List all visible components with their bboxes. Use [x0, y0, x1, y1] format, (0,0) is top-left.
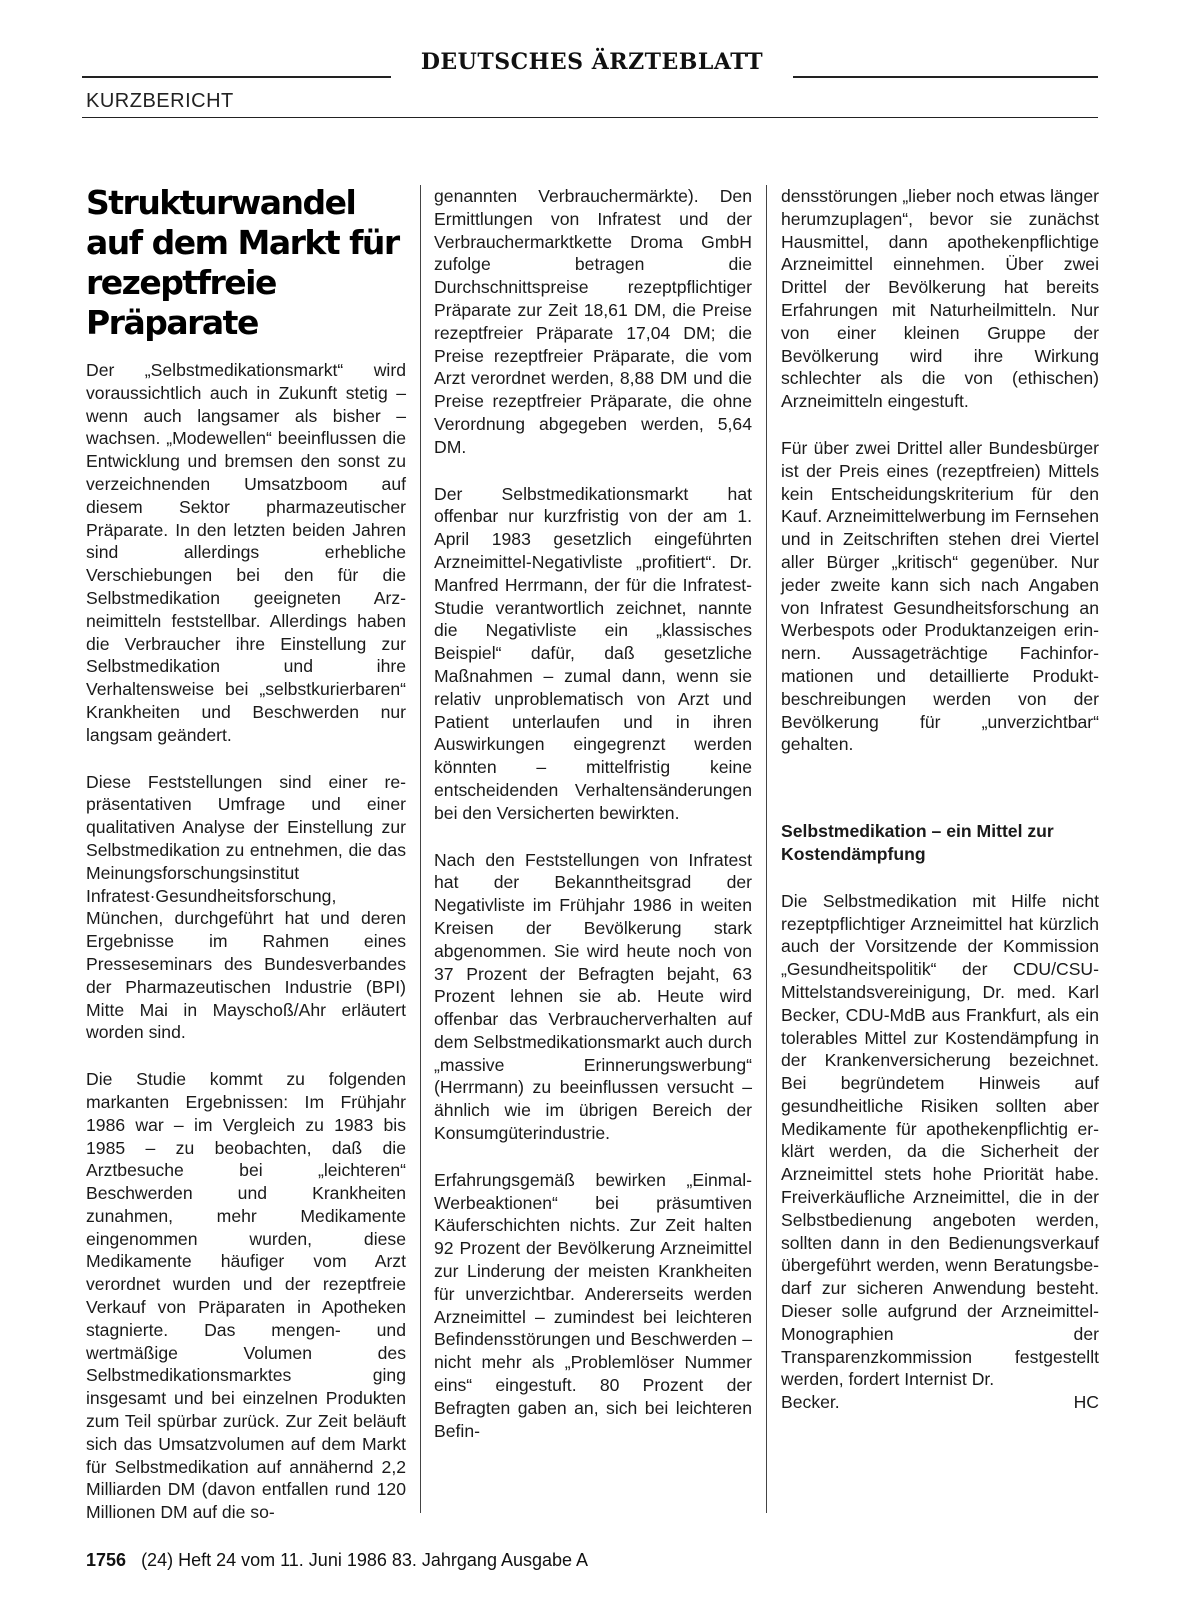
page-footer — [86, 1550, 588, 1571]
paragraph: Nach den Feststellungen von Infratest hat der Bekanntheitsgrad der Negativliste im Frühjahr 1986 in weiten Kreisen der Bevölkerung stark abgenommen. Sie wird heute noch von 37 Prozent der Befragten bejaht, 63 Prozent lehnen sie ab. Heute wird offenbar das Verbraucherverhalten auf dem Selbstmedikationsmarkt auch durch „massive Erinnerungswerbung“ (Herrmann) zu beeinflussen versucht – ähnlich wie im übrigen Bereich der Konsumgüterindustrie. — [434, 849, 752, 1144]
article-column-3 — [781, 185, 1099, 1438]
paragraph: Die Studie kommt zu folgenden markanten Ergebnissen: Im Frühjahr 1986 war – im Vergleich zu 1983 bis 1985 – zu beobachten, daß die Arztbesuche bei „leichteren“ Beschwerden und Krankheiten zunahmen, mehr Medikamente eingenommen wurden, diese Medikamente häufiger vom Arzt verordnet wurden und der rezeptfreie Verkauf von Präparaten in Apotheken stagnierte. Das mengen- und wertmäßige Volumen des Selbstmedikationsmarktes ging insgesamt und bei einzelnen Produkten zum Teil spürbar zurück. Zur Zeit beläuft sich das Umsatzvolumen auf dem Markt für Selbstmedikation auf annähernd 2,2 Milliarden DM (davon entfallen rund 120 Millionen DM auf die so- — [86, 1069, 406, 1523]
subheading: Selbstmedikation – ein Mittel zur Kostendämpfung — [781, 821, 1054, 864]
paragraph: Erfahrungsgemäß bewirken „Einmal-Werbeaktionen“ bei präsumtiven Käuferschichten nichts. Zur Zeit halten 92 Prozent der Bevölkerung Arzneimittel zur Linderung der meisten Krankheiten für unverzichtbar. Andererseits werden Arzneimittel – zumindest bei leichteren Befindensstörungen und Beschwerden – nicht mehr als „Problemlöser Nummer eins“ eingestuft. 80 Prozent der Befragten gaben an, sich bei leichteren Befin- — [434, 1169, 752, 1441]
article-column-2 — [434, 185, 752, 1466]
column-divider — [420, 185, 421, 1513]
paragraph: genannten Verbrauchermärkte). Den Ermittlungen von Infratest und der Verbrauchermarktkette Droma GmbH zufolge betragen die Durchschnittspreise rezeptpflichtiger Präparate zur Zeit 18,61 DM, die Preise rezeptfreier Präparate 17,04 DM; die Preise rezeptfreier Präparate, die vom Arzt verordnet werden, 8,88 DM und die Preise rezeptfreier Präparate, die ohne Verordnung abgegeben werden, 5,64 DM. — [434, 186, 752, 457]
paragraph: densstörungen „lieber noch etwas länger herumzuplagen“, bevor sie zunächst Hausmittel, dann apothekenpflichtige Arzneimittel einnehmen. Über zwei Drittel der Bevölkerung hat bereits Erfahrungen mit Naturheilmitteln. Nur von einer kleinen Gruppe der Bevölkerung wird ihre Wirkung schlechter als die von (ethischen) Arzneimitteln eingestuft. — [781, 186, 1099, 412]
paragraph: Der „Selbstmedikationsmarkt“ wird voraussichtlich auch in Zukunft stetig – wenn auch langsamer als bisher – wachsen. „Modewellen“ beeinflussen die Entwicklung und bremsen den sonst zu verzeichnenden Umsatzboom auf diesem Sektor pharmazeutischer Präparate. In den letzten beiden Jahren sind allerdings erhebliche Verschiebungen bei den für die Selbstmedikation geeigneten Arzneimitteln feststellbar. Allerdings haben die Verbraucher ihre Einstellung zur Selbstmedikation und ihre Verhaltensweise bei „selbstkurierbaren“ Krankheiten und Beschwerden nur langsam geändert. — [86, 360, 406, 745]
section-rule — [82, 117, 1098, 118]
article-headline: Strukturwandel auf dem Markt für rezeptfreie Präparate — [86, 183, 399, 342]
section-label: KURZBERICHT — [86, 90, 234, 112]
paragraph: Der Selbstmedikationsmarkt hat offenbar nur kurzfristig von der am 1. April 1983 gesetzlich eingeführten Arzneimittel-Negativliste „profitiert“. Dr. Manfred Herrmann, der für die Infratest-Studie verantwortlich zeichnet, nannte die Negativliste ein „klassisches Beispiel“ dafür, daß gesetzliche Maßnahmen – zumal dann, wenn sie relativ unproblematisch von Arzt und Patient unterlaufen und in ihren Auswirkungen eingegrenzt werden könnten – mittelfristig keine entscheidenden Verhaltensänderungen bei den Versicherten bewirkten. — [434, 483, 752, 823]
column-divider — [766, 185, 767, 1513]
article-column-1 — [86, 185, 406, 1548]
issue-info: (24) Heft 24 vom 11. Juni 1986 83. Jahrgang Ausgabe A — [141, 1550, 589, 1570]
masthead — [82, 48, 1098, 78]
paragraph: Diese Feststellungen sind einer repräsentativen Umfrage und einer qualitativen Analyse der Einstellung zur Selbstmedikation zu entnehmen, die das Meinungsforschungsinstitut Infratest·Gesundheitsforschung, München, durchgeführt hat und deren Ergebnisse im Rahmen eines Presseseminars des Bundesverbandes der Pharmazeutischen Industrie (BPI) Mitte Mai in Mayschoß/Ahr erläutert worden sind. — [86, 771, 406, 1043]
paragraph: Für über zwei Drittel aller Bundesbürger ist der Preis eines (rezeptfreien) Mittels kein Entscheidungskriterium für den Kauf. Arzneimittelwerbung im Fernsehen und in Zeitschriften stehen drei Viertel aller Bürger „kritisch“ gegenüber. Nur jeder zweite kann sich nach Angaben von Infratest Gesundheitsforschung an Werbespots oder Produktanzeigen erinnern. Aussageträchtige Fachinformationen und detaillierte Produktbeschreibungen werden von der Bevölkerung für „unverzichtbar“ gehalten. — [781, 437, 1099, 755]
author-signoff: Becker. HC — [781, 1392, 1099, 1413]
page-number: 1756 — [86, 1550, 127, 1570]
paragraph: Die Selbstmedikation mit Hilfe nicht rezeptpflichtiger Arzneimittel hat kürzlich auch der Vorsitzende der Kommission „Gesundheitspolitik“ der CDU/CSU-Mittelstandsvereinigung, Dr. med. Karl Becker, CDU-MdB aus Frankfurt, als ein tolerables Mittel zur Kostendämpfung in der Krankenversicherung bezeichnet. Bei begründetem Hinweis auf gesundheitliche Risiken sollten aber Medikamente für apothekenpflichtig erklärt werden, da die Sicherheit der Arzneimittel stets hohe Priorität habe. Freiverkäufliche Arzneimittel, die in der Selbstbedienung angeboten werden, sollten dann in den Bedienungsverkauf übergeführt werden, wenn Beratungsbedarf zur sicheren Anwendung besteht. Dieser solle aufgrund der Arzneimittel-Monographien der Transparenzkommission festgestellt werden, fordert Internist Dr. — [781, 890, 1099, 1390]
publication-title: DEUTSCHES ÄRZTEBLATT — [391, 48, 793, 78]
